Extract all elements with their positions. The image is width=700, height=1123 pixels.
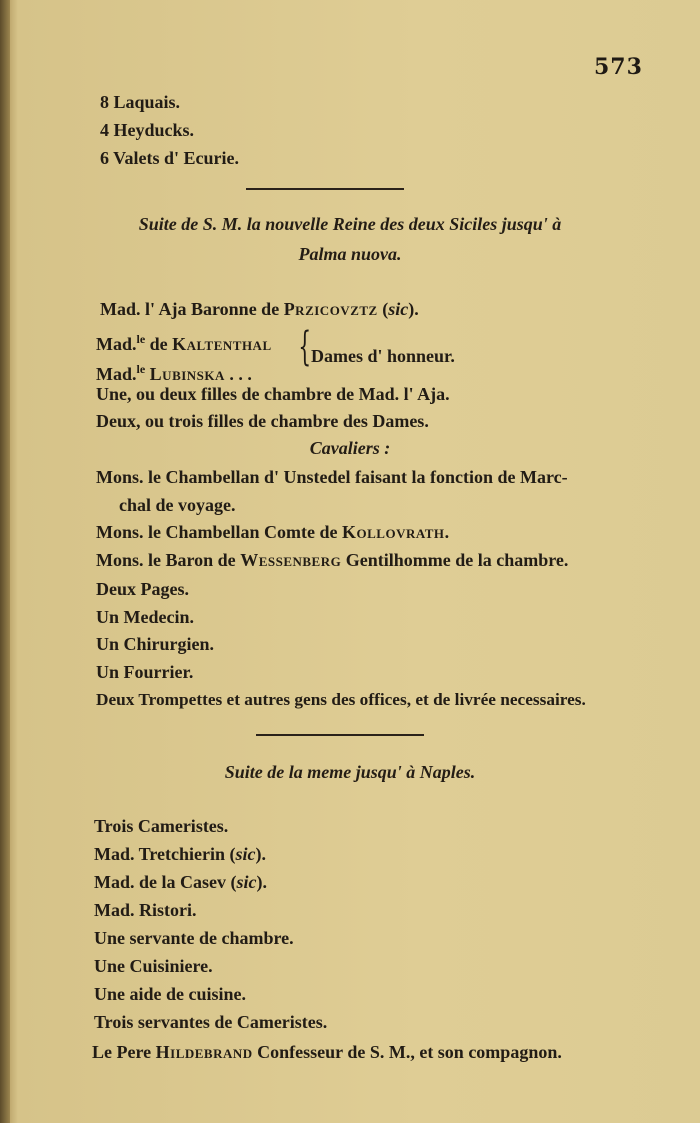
entry-casev [94, 870, 267, 894]
entry-chirurgien: Un Chirurgien. [96, 634, 215, 654]
entry-aja [100, 297, 419, 321]
entry-kollovrath-name: Kollovrath [342, 522, 445, 542]
entry-casev-prefix: Mad. de la Casev ( [94, 872, 237, 892]
entry-filles-dames: Deux, ou trois filles de chambre des Dames. [96, 411, 429, 431]
section-divider-1 [246, 188, 404, 190]
entry-medecin: Un Medecin. [96, 607, 194, 627]
list-item-laquais: 8 Laquais. [100, 92, 181, 112]
entry-tretchierin [94, 842, 266, 866]
entry-casev-sic: sic [236, 872, 257, 892]
entry-kaltenthal-prefix: Mad. [96, 334, 137, 354]
dames-honneur-label: Dames d' honneur. [311, 346, 455, 366]
entry-tretchierin-prefix: Mad. Tretchierin ( [94, 844, 236, 864]
entry-wessenberg [96, 548, 568, 572]
entry-pages: Deux Pages. [96, 579, 189, 599]
entry-chambellan-line1: Mons. le Chambellan d' Unstedel faisant la fonction de Marc- [96, 467, 568, 487]
entry-wessenberg-name: Wessenberg [240, 550, 342, 570]
entry-kaltenthal [96, 327, 272, 356]
entry-aja-name: Przicovztz [283, 299, 378, 319]
entry-servante-chambre: Une servante de chambre. [94, 928, 294, 948]
entry-wessenberg-prefix: Mons. le Baron de [96, 550, 241, 570]
entry-casev-suffix: ). [256, 872, 267, 892]
entry-ristori: Mad. Ristori. [94, 900, 197, 920]
entry-filles-aja: Une, ou deux filles de chambre de Mad. l' Aja. [96, 384, 450, 404]
page-number: 573 [594, 54, 643, 80]
entry-kollovrath-suffix: . [444, 522, 450, 542]
section2-heading: Suite de la meme jusqu' à Naples. [224, 762, 476, 782]
entry-trompettes: Deux Trompettes et autres gens des offices, et de livrée necessaires. [96, 690, 586, 709]
brace-symbol: { [298, 324, 312, 370]
entry-aja-paren-close: ). [408, 299, 419, 319]
entry-aide-cuisine: Une aide de cuisine. [94, 984, 247, 1004]
entry-tretchierin-sic: sic [235, 844, 256, 864]
entry-hildebrand-suffix: Confesseur de S. M., et son compagnon. [252, 1042, 562, 1062]
entry-lubinska-prefix: Mad. [96, 364, 137, 384]
entry-aja-prefix: Mad. l' Aja Baronne de [100, 299, 284, 319]
entry-aja-sic: sic [388, 299, 409, 319]
entry-hildebrand-prefix: Le Pere [92, 1042, 156, 1062]
entry-servantes-cameristes: Trois servantes de Cameristes. [94, 1012, 328, 1032]
list-item-heyducks: 4 Heyducks. [100, 120, 195, 140]
entry-cuisiniere: Une Cuisiniere. [94, 956, 213, 976]
entry-lubinska-dots: . . . [224, 364, 252, 384]
entry-kaltenthal-mid: de [145, 334, 173, 354]
entry-tretchierin-suffix: ). [255, 844, 266, 864]
entry-fourrier: Un Fourrier. [96, 662, 194, 682]
list-item-valets: 6 Valets d' Ecurie. [100, 148, 240, 168]
section1-heading-line1: Suite de S. M. la nouvelle Reine des deux Siciles jusqu' à [138, 214, 562, 234]
entry-kaltenthal-name: Kaltenthal [172, 334, 272, 354]
section1-heading-line2: Palma nuova. [298, 244, 402, 264]
entry-chambellan-line2: chal de voyage. [119, 495, 236, 515]
entry-kaltenthal-sup: le [136, 332, 146, 346]
section-divider-2 [256, 734, 424, 736]
entry-aja-paren-open: ( [377, 299, 389, 319]
entry-hildebrand-name: Hildebrand [155, 1042, 253, 1062]
entry-kollovrath [96, 520, 449, 544]
entry-cameristes: Trois Cameristes. [94, 816, 229, 836]
book-spine-shadow [0, 0, 10, 1123]
cavaliers-heading: Cavaliers : [309, 438, 391, 458]
entry-hildebrand [92, 1040, 562, 1064]
entry-wessenberg-suffix: Gentilhomme de la chambre. [341, 550, 569, 570]
entry-lubinska-name: Lubinska [149, 364, 225, 384]
entry-lubinska-sup: le [136, 362, 146, 376]
entry-kollovrath-prefix: Mons. le Chambellan Comte de [96, 522, 342, 542]
